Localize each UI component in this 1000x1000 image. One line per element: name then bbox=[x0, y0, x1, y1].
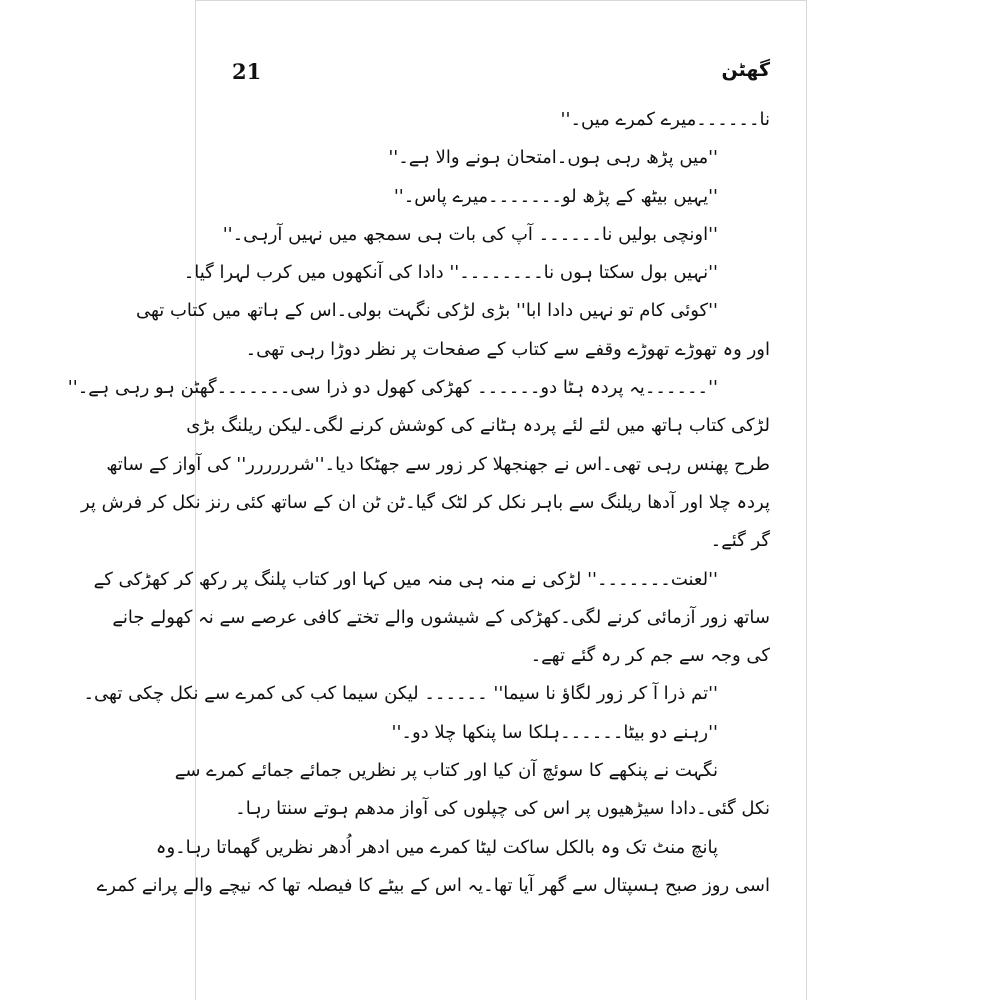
text-line: نا۔۔۔۔۔۔میرے کمرے میں۔'' bbox=[560, 109, 770, 130]
text-line: ''اونچی بولیں نا۔۔۔۔۔۔ آپ کی بات ہی سمجھ میں نہیں آرہی۔'' bbox=[222, 223, 718, 245]
text-line: ساتھ زور آزمائی کرنے لگی۔کھڑکی کے شیشوں والے تختے کافی عرصے سے نہ کھولے جانے bbox=[112, 606, 770, 628]
text-line: کی وجہ سے جم کر رہ گئے تھے۔ bbox=[530, 645, 770, 667]
book-page bbox=[67, 0, 807, 1000]
text-line: نکل گئی۔دادا سیڑھیوں پر اس کی چپلوں کی آواز مدھم ہوتے سنتا رہا۔ bbox=[235, 798, 770, 820]
text-line: ''لعنت۔۔۔۔۔۔۔'' لڑکی نے منہ ہی منہ میں کہا اور کتاب پلنگ پر رکھ کر کھڑکی کے bbox=[93, 568, 718, 590]
text-line: ''۔۔۔۔۔۔یہ پردہ ہٹا دو۔۔۔۔۔۔ کھڑکی کھول دو ذرا سی۔۔۔۔۔۔۔گھٹن ہو رہی ہے۔'' bbox=[67, 377, 718, 399]
text-line: نگہت نے پنکھے کا سوئچ آن کیا اور کتاب پر نظریں جمائے جمائے کمرے سے bbox=[174, 760, 718, 782]
text-line: ''تم ذرا آ کر زور لگاؤ نا سیما'' ۔۔۔۔۔۔ لیکن سیما کب کی کمرے سے نکل چکی تھی۔ bbox=[83, 683, 718, 705]
text-line: لڑکی کتاب ہاتھ میں لئے لئے پردہ ہٹانے کی کوشش کرنے لگی۔لیکن ریلنگ بڑی bbox=[186, 415, 770, 437]
text-line: ''رہنے دو بیٹا۔۔۔۔۔۔ہلکا سا پنکھا چلا دو۔'' bbox=[391, 721, 718, 743]
text-line: پردہ چلا اور آدھا ریلنگ سے باہر نکل کر لٹک گیا۔ٹن ٹن ان کے ساتھ کئی رنز نکل کر فرش پر bbox=[80, 491, 770, 513]
text-line: ''یہیں بیٹھ کے پڑھ لو۔۔۔۔۔۔۔میرے پاس۔'' bbox=[393, 185, 718, 207]
page-header bbox=[232, 59, 770, 89]
text-line: ''کوئی کام تو نہیں دادا ابا'' بڑی لڑکی نگہت بولی۔اس کے ہاتھ میں کتاب تھی bbox=[135, 300, 718, 322]
text-line: اور وہ تھوڑے تھوڑے وقفے سے کتاب کے صفحات پر نظر دوڑا رہی تھی۔ bbox=[245, 338, 770, 360]
page-body bbox=[67, 101, 770, 905]
text-line: پانچ منٹ تک وہ بالکل ساکت لیٹا کمرے میں ادھر اُدھر نظریں گھماتا رہا۔وہ bbox=[155, 836, 718, 858]
text-line: ''میں پڑھ رہی ہوں۔امتحان ہونے والا ہے۔'' bbox=[388, 147, 718, 169]
text-line: اسی روز صبح ہسپتال سے گھر آیا تھا۔یہ اس کے بیٹے کا فیصلہ تھا کہ نیچے والے پرانے کمرے bbox=[96, 874, 770, 896]
text-line: گر گئے۔ bbox=[710, 530, 770, 552]
text-line: طرح پھنس رہی تھی۔اس نے جھنجھلا کر زور سے جھٹکا دیا۔''شرررررر'' کی آواز کے ساتھ bbox=[106, 453, 770, 475]
page-number: 21 bbox=[232, 59, 262, 84]
text-line: ''نہیں بول سکتا ہوں نا۔۔۔۔۔۔۔۔'' دادا کی آنکھوں میں کرب لہرا گیا۔ bbox=[183, 262, 718, 284]
running-head: گھٹن bbox=[721, 59, 770, 81]
